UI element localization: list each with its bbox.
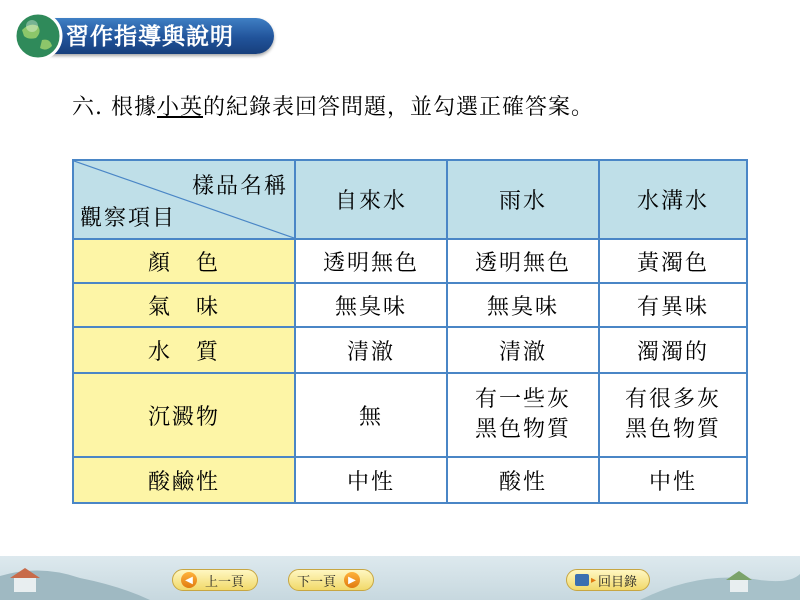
table-row <box>73 373 747 457</box>
record-table <box>72 159 748 504</box>
question-suffix: 的紀錄表回答問題，並勾選正確答案。 <box>203 95 595 120</box>
column-header: 水溝水 <box>599 160 747 239</box>
row-label: 顏 色 <box>73 239 295 283</box>
table-cell: 黃濁色 <box>599 239 747 283</box>
corner-top-label: 樣品名稱 <box>191 174 288 199</box>
table-header-row <box>73 160 747 239</box>
footer-scenery <box>0 556 800 600</box>
table-corner-cell <box>73 160 295 239</box>
arrow-small-icon: ▸ <box>591 574 597 586</box>
next-page-label: 下一頁 <box>297 574 337 590</box>
table-cell: 無 <box>295 373 447 457</box>
globe-icon <box>12 10 64 62</box>
table-row <box>73 327 747 373</box>
table-cell: 酸性 <box>447 457 599 503</box>
table-cell: 透明無色 <box>447 239 599 283</box>
cell-line: 有一些灰 <box>474 387 571 412</box>
column-header: 雨水 <box>447 160 599 239</box>
table-cell: 無臭味 <box>295 283 447 327</box>
footer-bar <box>0 556 800 600</box>
row-label: 沉澱物 <box>73 373 295 457</box>
arrow-left-icon: ◀ <box>181 572 197 588</box>
toc-label: 回目錄 <box>598 574 638 590</box>
header-title: 習作指導與說明 <box>66 24 234 50</box>
cell-line: 黑色物質 <box>624 417 721 442</box>
book-icon <box>575 574 589 586</box>
cell-line: 有很多灰 <box>624 387 721 412</box>
table-cell: 中性 <box>295 457 447 503</box>
table-cell: 中性 <box>599 457 747 503</box>
table-cell <box>447 373 599 457</box>
table-row <box>73 283 747 327</box>
table-cell: 透明無色 <box>295 239 447 283</box>
row-label: 水 質 <box>73 327 295 373</box>
table-row <box>73 239 747 283</box>
column-header: 自來水 <box>295 160 447 239</box>
prev-page-label: 上一頁 <box>205 574 245 590</box>
question-name: 小英 <box>157 95 204 120</box>
header <box>0 0 800 60</box>
table-cell: 清澈 <box>447 327 599 373</box>
prev-page-button[interactable] <box>172 569 258 591</box>
table-cell: 有異味 <box>599 283 747 327</box>
table-cell <box>599 373 747 457</box>
question-prefix: 六. 根據 <box>72 95 157 120</box>
next-page-button[interactable] <box>288 569 374 591</box>
table-row <box>73 457 747 503</box>
table-cell: 濁濁的 <box>599 327 747 373</box>
corner-bottom-label: 觀察項目 <box>80 206 177 231</box>
row-label: 酸鹼性 <box>73 457 295 503</box>
table-cell: 清澈 <box>295 327 447 373</box>
row-label: 氣 味 <box>73 283 295 327</box>
cell-line: 黑色物質 <box>474 417 571 442</box>
arrow-right-icon: ▶ <box>344 572 360 588</box>
question-text <box>72 90 594 121</box>
table-cell: 無臭味 <box>447 283 599 327</box>
table-of-contents-button[interactable] <box>566 569 650 591</box>
